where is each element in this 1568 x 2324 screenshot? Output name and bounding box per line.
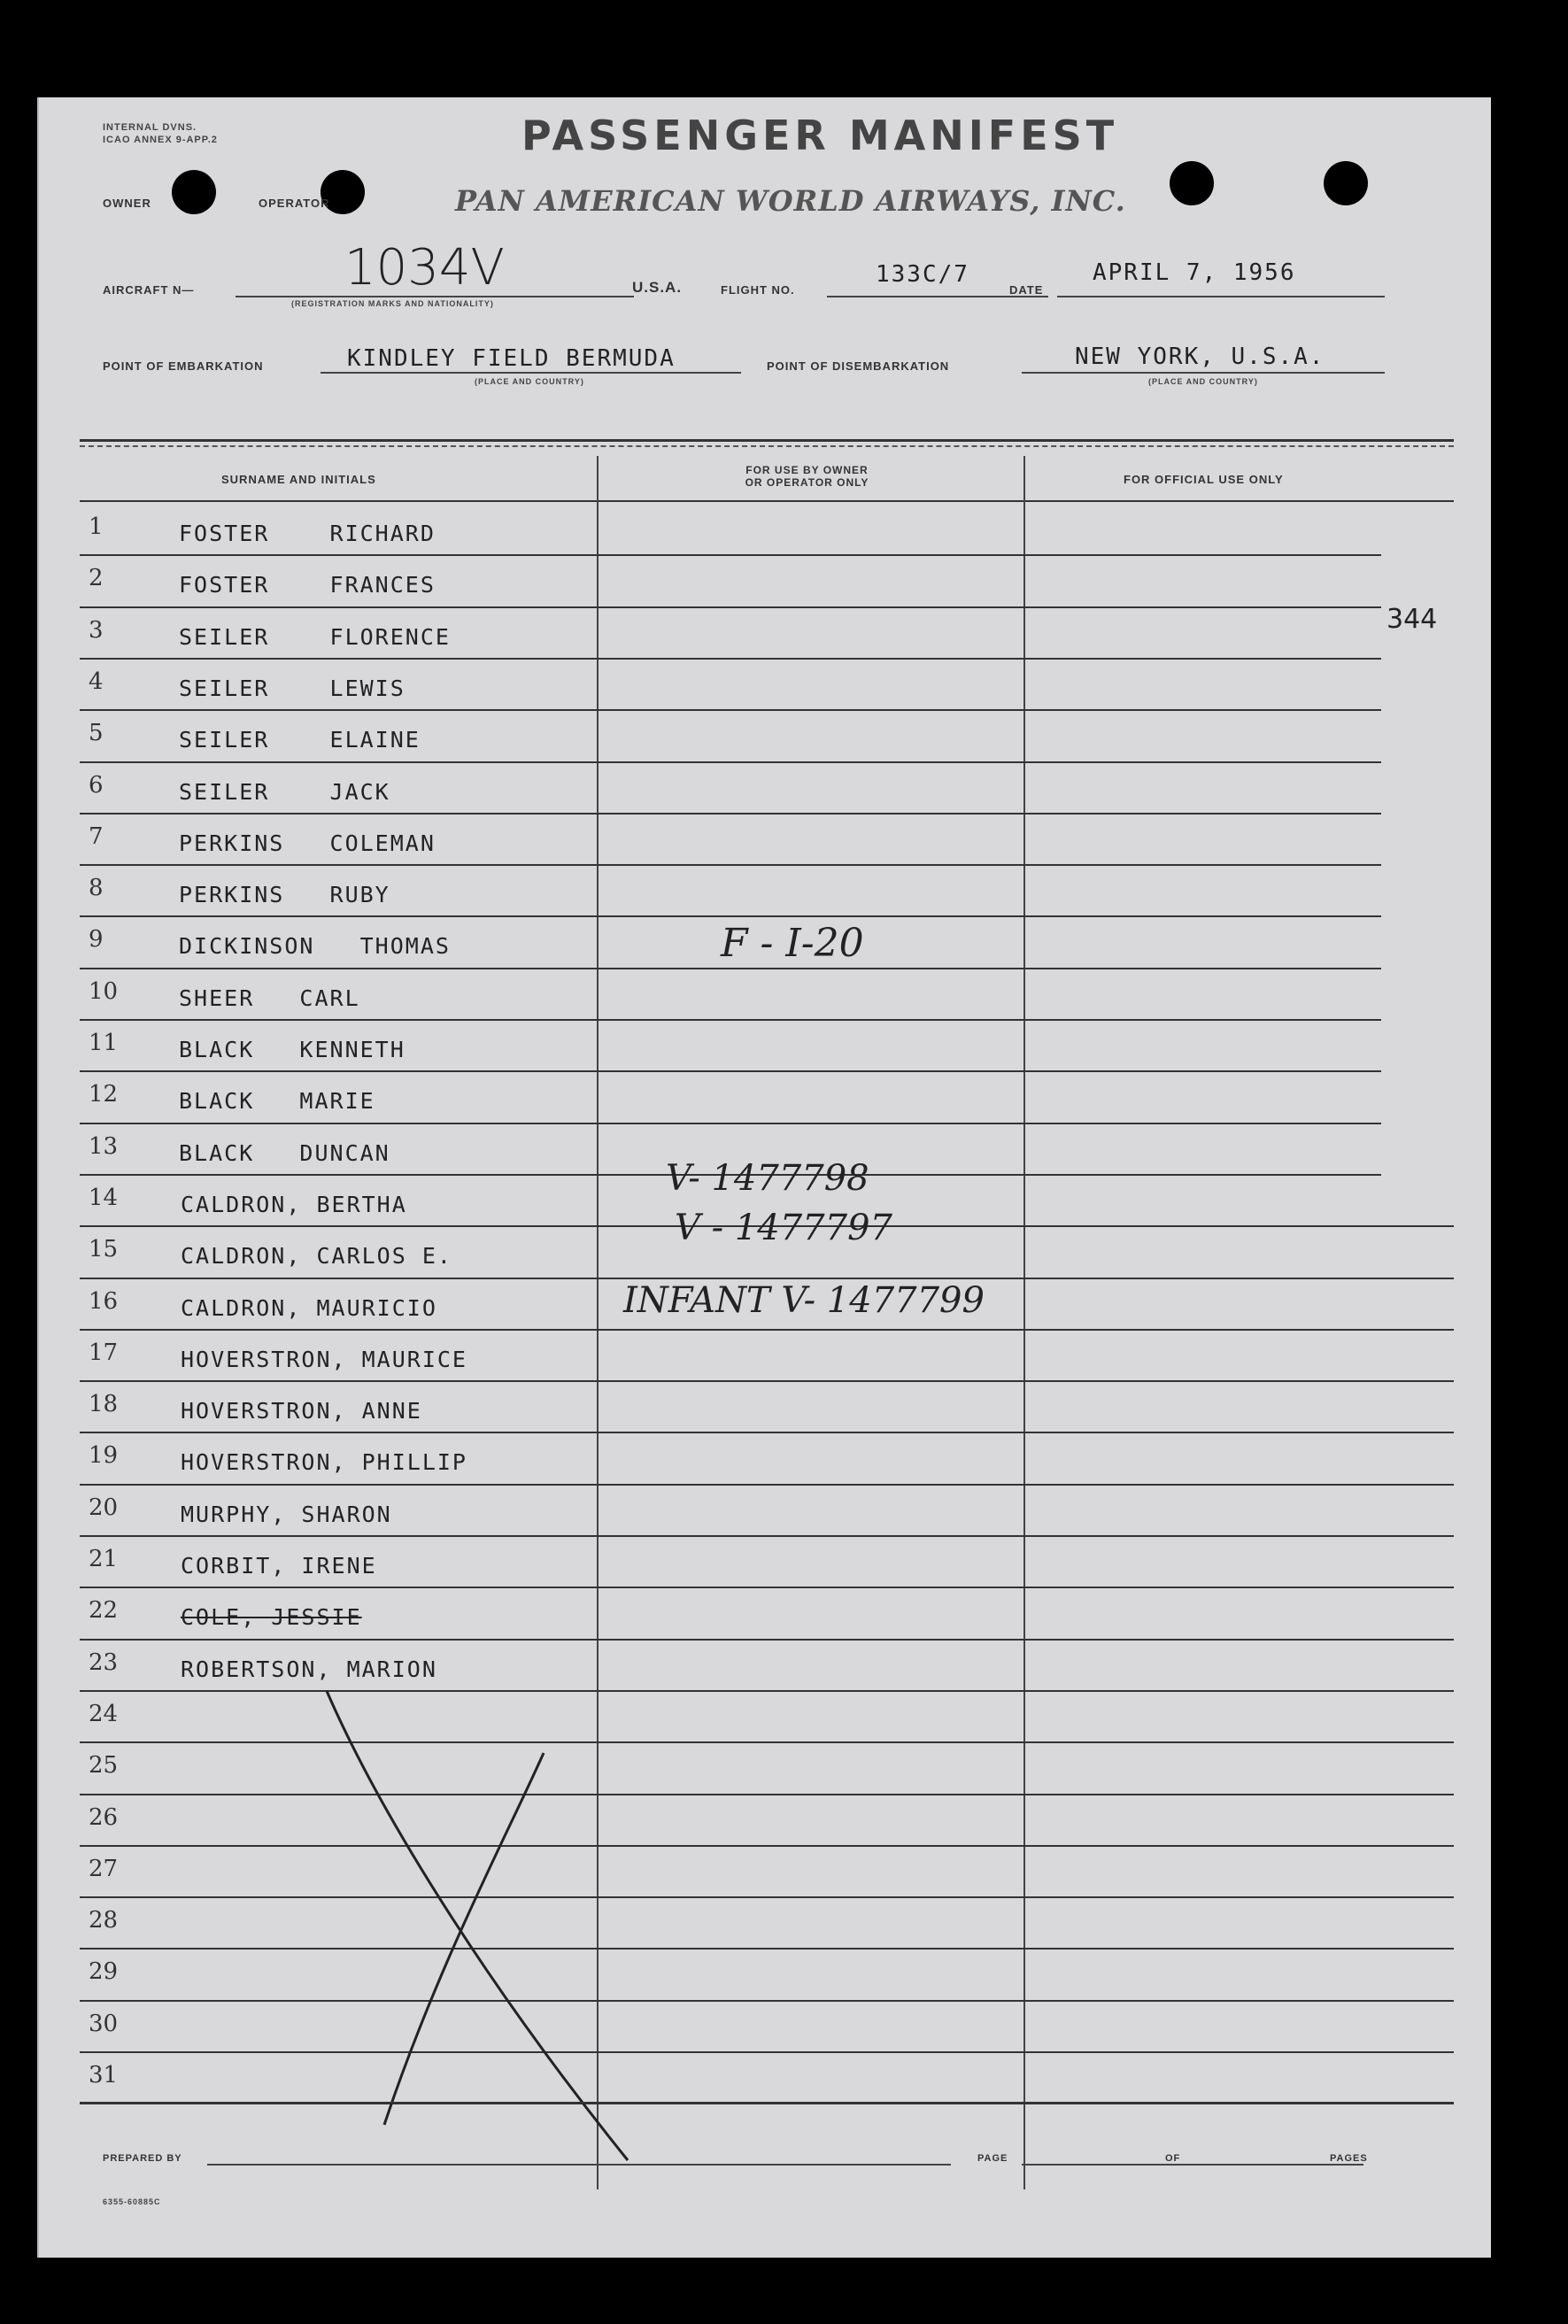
annotation-row15: V - 1477797 [675, 1208, 892, 1248]
passenger-name: SEILER JACK [179, 778, 390, 805]
place-caption: (PLACE AND COUNTRY) [475, 377, 584, 386]
row-number: 5 [89, 720, 104, 747]
row-number: 26 [89, 1803, 119, 1831]
usa-label: U.S.A. [632, 279, 683, 296]
row-number: 4 [89, 668, 104, 695]
passenger-name: BLACK KENNETH [179, 1037, 406, 1062]
passenger-name: CORBIT, IRENE [181, 1553, 377, 1579]
row-number: 11 [89, 1030, 119, 1056]
row-number: 31 [89, 2062, 119, 2089]
embarkation-label: POINT OF EMBARKATION [103, 359, 264, 373]
row-number: 9 [89, 926, 104, 954]
embarkation-value: KINDLEY FIELD BERMUDA [347, 345, 676, 372]
aircraft-number: 1034V [344, 239, 505, 297]
passenger-name: CALDRON, BERTHA [181, 1191, 407, 1217]
passenger-name: COLE, JESSIE [181, 1604, 362, 1631]
aircraft-label: AIRCRAFT N— [103, 283, 195, 297]
row-number: 6 [89, 771, 104, 799]
passenger-name: CALDRON, MAURICIO [181, 1294, 437, 1321]
row-number: 1 [89, 513, 104, 540]
passenger-name: HOVERSTRON, ANNE [181, 1398, 422, 1425]
passenger-name: SEILER FLORENCE [179, 623, 451, 650]
row-number: 15 [89, 1236, 119, 1263]
page-stamp: 344 [1386, 604, 1438, 635]
disembarkation-value: NEW YORK, U.S.A. [1075, 344, 1325, 370]
passenger-name: SHEER CARL [179, 984, 360, 1011]
row-number: 13 [89, 1132, 119, 1160]
row-number: 8 [89, 875, 104, 902]
row-number: 18 [89, 1391, 119, 1418]
annotation-row14: V- 1477798 [666, 1158, 869, 1199]
registration-caption: (REGISTRATION MARKS AND NATIONALITY) [291, 299, 494, 308]
passenger-name: CALDRON, CARLOS E. [181, 1243, 452, 1270]
row-number: 23 [89, 1648, 119, 1676]
column-header-owner-use-2: OR OPERATOR ONLY [745, 476, 869, 489]
row-number: 10 [89, 977, 119, 1005]
annotation-row16: INFANT V- 1477799 [623, 1280, 985, 1321]
row-number: 25 [89, 1752, 119, 1780]
date-label: DATE [1009, 283, 1044, 297]
passenger-name: PERKINS COLEMAN [179, 830, 436, 856]
passenger-name: MURPHY, SHARON [181, 1501, 392, 1527]
passenger-name: BLACK DUNCAN [179, 1139, 390, 1166]
passenger-name: SEILER ELAINE [179, 727, 421, 753]
passenger-name: HOVERSTRON, MAURICE [181, 1346, 467, 1372]
row-number: 2 [89, 565, 104, 592]
passenger-name: SEILER LEWIS [179, 675, 406, 701]
row-number: 22 [89, 1597, 119, 1625]
owner-operator-value: PAN AMERICAN WORLD AIRWAYS, INC. [455, 184, 1126, 218]
row-number: 28 [89, 1907, 119, 1934]
row-number: 3 [89, 616, 104, 644]
column-header-surname: SURNAME AND INITIALS [221, 473, 376, 486]
of-label: OF [1165, 2153, 1181, 2164]
row-number: 29 [89, 1958, 119, 1986]
row-number: 21 [89, 1546, 119, 1572]
passenger-name: FOSTER RICHARD [179, 521, 436, 546]
form-code-line1: INTERNAL DVNS. [103, 122, 197, 133]
row-number: 27 [89, 1855, 119, 1882]
passenger-name: HOVERSTRON, PHILLIP [181, 1449, 467, 1476]
manifest-sheet [37, 97, 1491, 2258]
column-header-owner-use-1: FOR USE BY OWNER [745, 464, 869, 476]
annotation-row9: F - I-20 [721, 921, 864, 966]
owner-label: OWNER [103, 197, 151, 210]
disembarkation-label: POINT OF DISEMBARKATION [767, 359, 950, 373]
flight-number: 133C/7 [876, 261, 969, 288]
row-number: 14 [89, 1184, 119, 1211]
passenger-name: PERKINS RUBY [179, 882, 390, 908]
cross-out-mark [39, 97, 1491, 2258]
row-number: 20 [89, 1494, 119, 1521]
row-number: 12 [89, 1081, 119, 1108]
flight-label: FLIGHT NO. [721, 283, 795, 297]
row-number: 16 [89, 1287, 119, 1315]
place-caption: (PLACE AND COUNTRY) [1148, 377, 1258, 386]
footer-code: 6355-60885C [103, 2197, 161, 2206]
operator-label: OPERATOR [259, 197, 330, 210]
page-label: PAGE [977, 2153, 1008, 2164]
pages-label: PAGES [1330, 2153, 1368, 2164]
passenger-name: FOSTER FRANCES [179, 572, 436, 598]
page-title: PASSENGER MANIFEST [521, 112, 1119, 159]
passenger-name: BLACK MARIE [179, 1088, 375, 1115]
row-number: 24 [89, 1700, 119, 1727]
row-number: 30 [89, 2010, 119, 2037]
date-value: APRIL 7, 1956 [1093, 259, 1296, 286]
column-header-official: FOR OFFICIAL USE ONLY [1124, 473, 1284, 486]
prepared-by-label: PREPARED BY [103, 2153, 182, 2164]
passenger-name: ROBERTSON, MARION [181, 1656, 437, 1682]
row-number: 7 [89, 822, 104, 850]
passenger-name: DICKINSON THOMAS [179, 933, 451, 960]
row-number: 17 [89, 1339, 119, 1366]
row-number: 19 [89, 1442, 119, 1470]
form-code-line2: ICAO ANNEX 9-APP.2 [103, 135, 218, 145]
